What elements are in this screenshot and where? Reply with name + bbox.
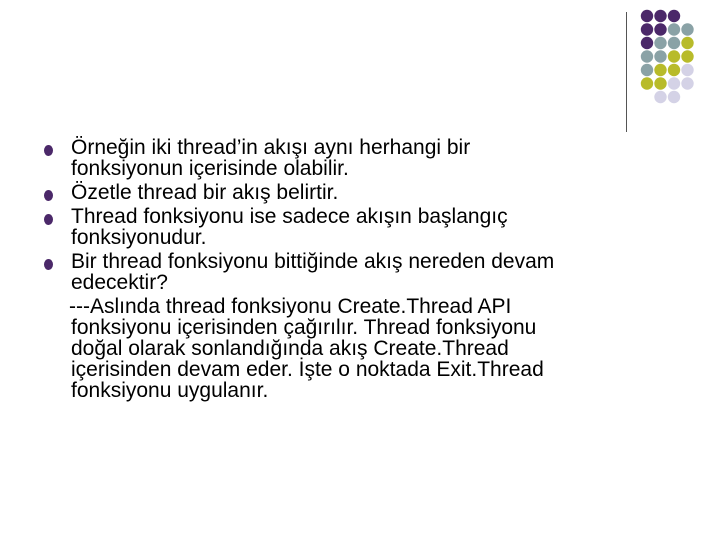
decor-dot [641, 64, 653, 76]
decor-dot [668, 64, 680, 76]
decorative-dot-grid [640, 8, 720, 120]
decor-dot [681, 50, 693, 62]
decor-dot [668, 91, 680, 103]
decor-dot [668, 10, 680, 22]
continuation-line-1: ---Aslında thread fonksiyonu Create.Thread API [69, 295, 512, 318]
decorative-divider-line [626, 12, 627, 132]
continuation-line-5: fonksiyonu uygulanır. [71, 379, 269, 402]
decor-dot [654, 23, 666, 35]
decor-dot [654, 37, 666, 49]
decor-dot [654, 91, 666, 103]
bullet-dot-icon [44, 259, 53, 270]
bullet-3-line-2: fonksiyonudur. [71, 226, 207, 249]
decor-dot [654, 50, 666, 62]
bullet-3-line-1: Thread fonksiyonu ise sadece akışın başlangıç [71, 205, 508, 228]
decor-dot [668, 37, 680, 49]
bullet-1-line-2: fonksiyonun içerisinde olabilir. [71, 157, 349, 180]
slide-content [44, 137, 684, 401]
bullet-item-3 [44, 206, 684, 248]
continuation-paragraph [44, 296, 684, 401]
bullet-item-4 [44, 251, 684, 293]
decor-dot [641, 23, 653, 35]
bullet-2-line-1: Özetle thread bir akış belirtir. [71, 181, 339, 204]
decor-dot [668, 23, 680, 35]
decor-dot [654, 64, 666, 76]
decor-dot [641, 77, 653, 89]
decor-dot [641, 50, 653, 62]
bullet-dot-icon [44, 145, 53, 156]
bullet-item-2 [44, 182, 684, 203]
bullet-item-1 [44, 137, 684, 179]
bullet-4-line-1: Bir thread fonksiyonu bittiğinde akış nereden devam [71, 250, 555, 273]
decor-dot [668, 50, 680, 62]
bullet-dot-icon [44, 214, 53, 225]
bullet-4-line-2: edecektir? [71, 271, 168, 294]
continuation-line-4: içerisinden devam eder. İşte o noktada Exit.Thread [71, 358, 544, 381]
bullet-list [44, 137, 684, 293]
decor-dot [641, 37, 653, 49]
continuation-line-2: fonksiyonu içerisinden çağırılır. Thread fonksiyonu [71, 316, 537, 339]
continuation-line-3: doğal olarak sonlandığında akış Create.Thread [71, 337, 509, 360]
bullet-1-line-1: Örneğin iki thread’in akışı aynı herhangi bir [71, 136, 471, 159]
decor-dot [654, 77, 666, 89]
decor-dot [668, 77, 680, 89]
decor-dot [681, 37, 693, 49]
decor-dot [681, 23, 693, 35]
decor-dot [681, 77, 693, 89]
bullet-dot-icon [44, 190, 53, 201]
decor-dot [654, 10, 666, 22]
decor-dot [681, 64, 693, 76]
decor-dot [641, 10, 653, 22]
